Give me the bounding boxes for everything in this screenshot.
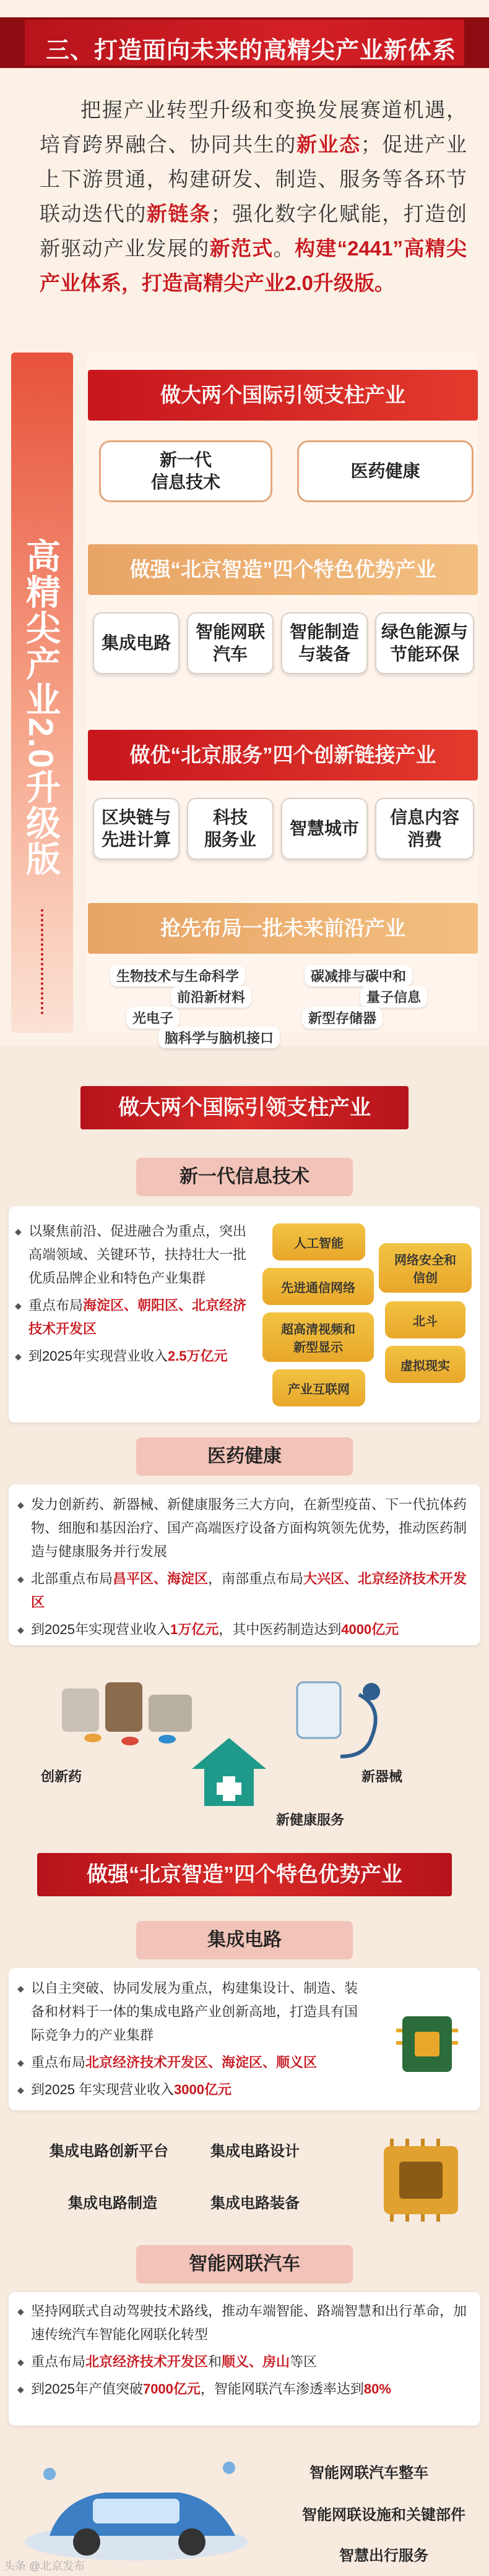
it-bullet-3 (15, 1345, 250, 1368)
intro-text-1: 把握产业转型升级和变换发展赛道机遇，培育跨界融合、协同共生的 (40, 98, 467, 156)
ic-bullet-2-text: 重点布局 (31, 2055, 86, 2070)
car-bullet-2-highlight-2: 顺义、房山 (222, 2354, 290, 2369)
pillar-it: 新一代 信息技术 (99, 440, 272, 502)
intro-highlight-2: 新链条 (146, 202, 211, 225)
top-section (0, 0, 489, 1045)
intro-paragraph (40, 93, 467, 301)
med-bullet-2-highlight-1: 昌平区、海淀区 (113, 1571, 209, 1586)
processor-icon (371, 2134, 470, 2227)
future-industries (88, 965, 478, 1045)
intro-highlight-4: 构建“2441”高精尖产业体系，打造高精尖产业2.0升级版。 (40, 237, 467, 294)
device-icon (297, 1682, 380, 1757)
future-item: 光电子 (126, 1007, 180, 1029)
mfg-item-ic: 集成电路 (93, 612, 180, 674)
car-bullet-1 (17, 2300, 473, 2347)
future-item: 脑科学与脑机接口 (158, 1027, 280, 1048)
group-title-pillars: 做大两个国际引领支柱产业 (88, 370, 478, 421)
group-title-manufacturing: 做强“北京智造”四个特色优势产业 (88, 544, 478, 595)
med-bullet-3 (17, 1618, 473, 1641)
mfg-item-green: 绿色能源与 节能环保 (375, 612, 474, 674)
health-service-icon (192, 1738, 266, 1806)
car-bullet-3-highlight-1: 7000亿元 (142, 2381, 201, 2397)
med-bullet-2 (17, 1567, 473, 1614)
med-subtitle: 医药健康 (136, 1437, 353, 1476)
future-item: 新型存储器 (302, 1007, 383, 1029)
car-chain-vehicle: 智能网联汽车整车 (309, 2465, 428, 2481)
med-bullet-2-text-2: ，南部重点布局 (208, 1571, 304, 1586)
it-bullets (15, 1220, 250, 1372)
ic-bullet-1 (17, 1977, 364, 2047)
it-tag-security: 网络安全和 信创 (379, 1243, 472, 1293)
mfg-item-car: 智能网联 汽车 (187, 612, 274, 674)
vertical-banner (11, 353, 73, 1033)
car-chain-infra: 智能网联设施和关键部件 (302, 2507, 465, 2523)
car-bullet-2-text-3: 等区 (290, 2354, 318, 2369)
med-bullet-1-text: 发力创新药、新器械、新健康服务三大方向，在新型疫苗、下一代抗体药物、细胞和基因治疗、国产高端医疗设备方面构筑领先优势，推动医药制造与健康服务并行发展 (31, 1497, 467, 1559)
it-tag-network: 先进通信网络 (262, 1268, 374, 1305)
svc-item-smart-city: 智慧城市 (281, 798, 368, 860)
car-bullet-2-text: 重点布局 (31, 2354, 86, 2369)
it-bullet-3-text: 到2025年实现营业收入 (28, 1348, 168, 1364)
it-tag-ai: 人工智能 (272, 1223, 365, 1260)
car-illustration (12, 2449, 272, 2567)
car-subtitle: 智能网联汽车 (136, 2245, 353, 2283)
car-bullet-3-text-2: ，智能网联汽车渗透率达到 (200, 2381, 364, 2397)
car-bullet-3-highlight-2: 80% (363, 2381, 391, 2397)
med-bullets (17, 1493, 473, 1645)
vertical-banner-text: 高精尖产业2.0升级版 (22, 538, 61, 877)
intro-highlight-3: 新范式 (209, 237, 274, 260)
ic-chain-platform: 集成电路创新平台 (50, 2143, 168, 2160)
med-bullet-2-highlight-2: 大兴区、北京经济技术开发区 (31, 1571, 467, 1610)
it-tag-internet: 产业互联网 (272, 1369, 365, 1406)
ic-bullet-3 (17, 2078, 364, 2102)
pills-icon (62, 1682, 192, 1745)
medical-illustration (37, 1658, 458, 1812)
car-bullet-2-text-2: 和 (208, 2354, 222, 2369)
svc-item-content: 信息内容 消费 (375, 798, 474, 860)
it-bullet-2-text: 重点布局 (28, 1298, 84, 1313)
it-tag-vr: 虚拟现实 (385, 1346, 465, 1383)
future-item: 生物技术与生命科学 (110, 965, 245, 986)
car-bullet-2 (17, 2350, 473, 2374)
label-new-drug: 创新药 (41, 1769, 82, 1784)
med-bullet-3-text: 到2025年实现营业收入 (31, 1622, 170, 1637)
pillar-medical: 医药健康 (297, 440, 474, 502)
svc-item-blockchain: 区块链与 先进计算 (93, 798, 180, 860)
ic-subtitle: 集成电路 (136, 1921, 353, 1959)
med-bullet-2-text: 北部重点布局 (31, 1571, 113, 1586)
dotted-line (41, 909, 43, 1014)
future-item: 碳减排与碳中和 (305, 965, 412, 986)
group-title-future: 抢先布局一批未来前沿产业 (88, 903, 478, 954)
it-subtitle: 新一代信息技术 (136, 1158, 353, 1196)
med-bullet-3-text-2: ，其中医药制造达到 (219, 1622, 342, 1637)
it-tag-beidou: 北斗 (385, 1301, 465, 1338)
ic-bullet-2 (17, 2051, 364, 2074)
med-bullet-3-highlight-2: 4000亿元 (341, 1622, 399, 1637)
car-bullet-3 (17, 2377, 473, 2401)
it-bullet-1-text: 以聚焦前沿、促进融合为重点，突出高端领域、关键环节，扶持壮大一批优质品牌企业和特色产业集群 (28, 1223, 247, 1286)
ic-bullet-1-text: 以自主突破、协同发展为重点，构建集设计、制造、装备和材料于一体的集成电路产业创新高地，打造具有国际竞争力的产业集群 (31, 1980, 358, 2043)
group-title-services: 做优“北京服务”四个创新链接产业 (88, 730, 478, 781)
it-bullet-1 (15, 1220, 250, 1290)
ic-bullet-3-highlight: 3000亿元 (174, 2082, 232, 2097)
title-decor-left (0, 20, 25, 66)
ic-bullet-3-text: 到2025 年实现营业收入 (31, 2082, 175, 2097)
watermark: 头条 @北京发布 (4, 2560, 85, 2572)
ic-bullet-2-highlight: 北京经济技术开发区、海淀区、顺义区 (85, 2055, 318, 2070)
chip-icon (390, 2010, 464, 2078)
label-new-device: 新器械 (361, 1769, 403, 1784)
car-chain-mobility: 智慧出行服务 (339, 2548, 428, 2564)
svc-item-tech-service: 科技 服务业 (187, 798, 274, 860)
it-bullet-3-highlight: 2.5万亿元 (167, 1348, 228, 1364)
section-title: 三、打造面向未来的高精尖产业新体系 (46, 38, 457, 64)
intro-text-4: 。 (273, 237, 295, 260)
section-title-bar (0, 17, 489, 68)
future-item: 量子信息 (360, 986, 427, 1008)
ic-chain-manufacture: 集成电路制造 (68, 2195, 157, 2212)
intro-highlight-1: 新业态 (296, 133, 361, 156)
it-bullet-2-highlight: 海淀区、朝阳区、北京经济技术开发区 (28, 1298, 247, 1337)
med-bullet-1 (17, 1493, 473, 1564)
section1-ribbon: 做大两个国际引领支柱产业 (80, 1086, 409, 1129)
car-bullet-3-text: 到2025年产值突破 (31, 2381, 143, 2397)
car-bullets (17, 2300, 473, 2405)
intro-text-3: ；强化数字化赋能，打造创新驱动产业发展的 (40, 202, 467, 260)
ic-chain-equipment: 集成电路装备 (210, 2195, 300, 2212)
car-bullet-2-highlight-1: 北京经济技术开发区 (85, 2354, 209, 2369)
ic-chain-design: 集成电路设计 (210, 2143, 300, 2160)
title-decor-right (464, 20, 489, 66)
ic-bullets (17, 1977, 364, 2105)
mfg-item-equipment: 智能制造 与装备 (281, 612, 368, 674)
car-bullet-1-text: 坚持网联式自动驾驶技术路线，推动车端智能、路端智慧和出行革命，加速传统汽车智能化网联化转型 (31, 2303, 467, 2342)
med-bullet-3-highlight-1: 1万亿元 (170, 1622, 219, 1637)
it-bullet-2 (15, 1294, 250, 1341)
label-new-health-service: 新健康服务 (276, 1812, 345, 1828)
future-item: 前沿新材料 (171, 986, 251, 1008)
section2-ribbon: 做强“北京智造”四个特色优势产业 (37, 1853, 452, 1896)
it-tag-display: 超高清视频和 新型显示 (262, 1312, 374, 1362)
intro-text-2: ；促进产业上下游贯通，构建研发、制造、服务等各环节联动迭代的 (40, 133, 467, 225)
